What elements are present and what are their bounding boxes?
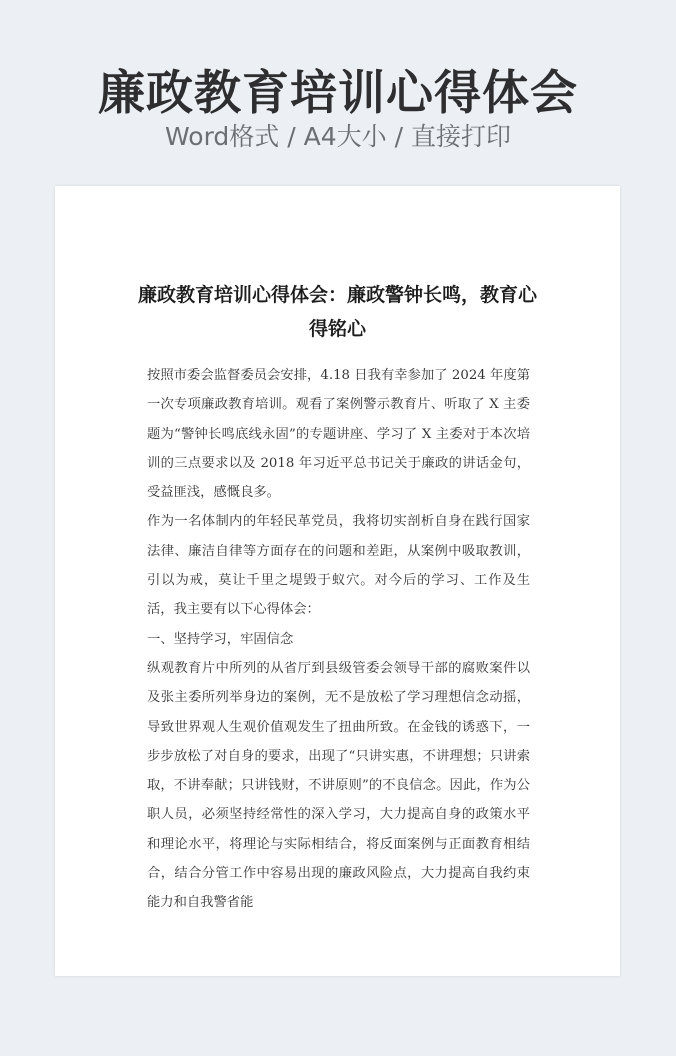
body-paragraph: 作为一名体制内的年轻民革党员，我将切实剖析自身在践行国家法律、廉洁自律等方面存在的问题和差距，从案例中吸取教训，引以为戒，莫让千里之堤毁于蚁穴。对今后的学习、工作及生活，我主要有以下心得体会： — [147, 514, 530, 618]
header-banner — [0, 0, 676, 186]
document-body — [147, 361, 530, 918]
section-heading: 一、坚持学习，牢固信念 — [147, 631, 294, 647]
document-page — [55, 186, 620, 976]
banner-subtitle: Word格式 / A4大小 / 直接打印 — [165, 122, 511, 151]
body-paragraph: 按照市委会监督委员会安排，4.18 日我有幸参加了 2024 年度第一次专项廉政教育培训。观看了案例警示教育片、听取了 X 主委题为“警钟长鸣底线永固”的专题讲座、学习了 X 主委对于本次培训的三点要求以及 2018 年习近平总书记关于廉政的讲话金句，受益匪浅，感慨良多。 — [147, 368, 530, 501]
body-paragraph: 纵观教育片中所列的从省厅到县级管委会领导干部的腐败案件以及张主委所列举身边的案例，无不是放松了学习理想信念动摇，导致世界观人生观价值观发生了扭曲所致。在金钱的诱惑下，一步步放松了对自身的要求，出现了“只讲实惠，不讲理想；只讲索取，不讲奉献；只讲钱财，不讲原则”的不良信念。因此，作为公职人员，必须坚持经常性的深入学习，大力提高自身的政策水平和理论水平，将理论与实际相结合，将反面案例与正面教育相结合，结合分管工作中容易出现的廉政风险点，大力提高自我约束能力和自我警省能 — [147, 660, 530, 911]
document-title: 廉政教育培训心得体会：廉政警钟长鸣，教育心得铭心 — [137, 284, 537, 340]
banner-title: 廉政教育培训心得体会 — [98, 66, 578, 121]
